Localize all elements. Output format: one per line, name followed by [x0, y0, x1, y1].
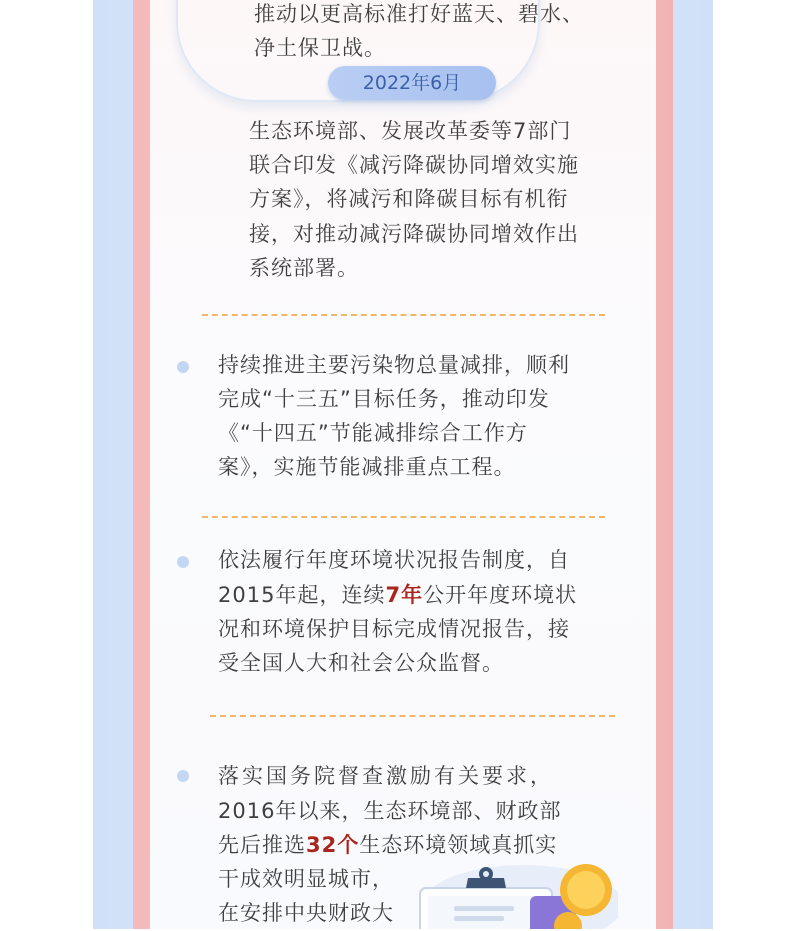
policy-line-3: 方案》，将减污和降碳目标有机衔	[249, 187, 569, 211]
highlight-years: 7年	[385, 583, 424, 607]
bullet1-line-1: 持续推进主要污染物总量减排，顺利	[218, 353, 570, 377]
bullet3-line-3-pre: 先后推选	[218, 833, 306, 857]
bullet3-line-5: 在安排中央财政大	[218, 901, 394, 925]
policy-line-4: 接，对推动减污降碳协同增效作出	[249, 222, 579, 246]
intro-line-1: 推动以更高标准打好蓝天、碧水、	[254, 2, 584, 26]
bullet2-line-1: 依法履行年度环境状况报告制度，自	[218, 548, 570, 572]
dashed-divider	[210, 715, 615, 717]
bullet-dot	[177, 361, 189, 373]
bullet3-line-3	[218, 828, 557, 863]
highlight-cities: 32个	[306, 833, 360, 857]
bullet3-line-2: 2016年以来，生态环境部、财政部	[218, 799, 562, 823]
bullet-dot	[177, 770, 189, 782]
policy-line-1: 生态环境部、发展改革委等7部门	[249, 119, 572, 143]
dashed-divider	[202, 314, 605, 316]
policy-line-2: 联合印发《减污降碳协同增效实施	[249, 153, 579, 177]
bullet2-line-2-post: 公开年度环境状	[423, 583, 578, 607]
dashed-divider	[202, 516, 605, 518]
bullet2-line-2	[218, 578, 577, 613]
bullet3-line-4: 干成效明显城市，	[218, 867, 394, 891]
date-badge: 2022年6月	[328, 66, 496, 100]
intro-line-2: 净土保卫战。	[254, 36, 386, 60]
bullet3-line-1: 落实国务院督查激励有关要求，	[218, 764, 554, 788]
bullet1-line-4: 案》，实施节能减排重点工程。	[218, 455, 516, 479]
policy-line-5: 系统部署。	[249, 256, 359, 280]
bullet2-line-2-pre: 2015年起，连续	[218, 583, 386, 607]
bullet3-line-3-post: 生态环境领域真抓实	[359, 833, 558, 857]
bullet1-line-2: 完成“十三五”目标任务，推动印发	[218, 387, 550, 411]
clipboard-coins-illustration-icon	[408, 860, 618, 929]
bullet1-line-3: 《“十四五”节能减排综合工作方	[218, 421, 528, 445]
bullet-dot	[177, 556, 189, 568]
bullet2-line-3: 况和环境保护目标完成情况报告，接	[218, 617, 570, 641]
bullet2-line-4: 受全国人大和社会公众监督。	[218, 651, 504, 675]
